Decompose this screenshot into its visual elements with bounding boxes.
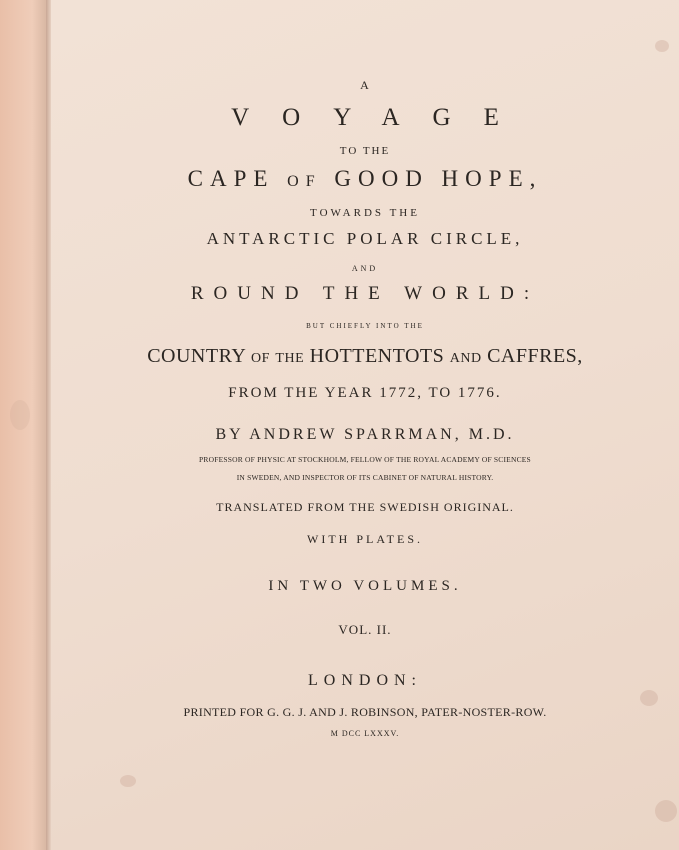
title-voyage: VOYAGE (231, 104, 532, 131)
volume-count: IN TWO VOLUMES. (268, 578, 462, 594)
imprint-year: M DCC LXXXV. (330, 729, 400, 738)
volume-number: VOL. II. (338, 622, 392, 637)
title-antarctic: ANTARCTIC POLAR CIRCLE, (206, 229, 524, 248)
foxing-spot (10, 400, 30, 430)
title-but-chiefly: BUT CHIEFLY INTO THE (306, 322, 424, 330)
author-title-2: IN SWEDEN, AND INSPECTOR OF ITS CABINET OF NATURAL HISTORY. (236, 473, 494, 482)
title-cape: CAPE of GOOD HOPE, (187, 166, 543, 191)
translated-note: TRANSLATED FROM THE SWEDISH ORIGINAL. (216, 500, 514, 514)
title-from-year: FROM THE YEAR 1772, TO 1776. (228, 385, 502, 401)
foxing-spot (640, 690, 658, 706)
title-to-the: TO THE (339, 145, 391, 157)
imprint-city: LONDON: (308, 672, 422, 689)
foxing-spot (655, 40, 669, 52)
author-name: BY ANDREW SPARRMAN, M.D. (215, 426, 515, 443)
title-a: A (360, 78, 370, 92)
title-towards: TOWARDS THE (310, 207, 420, 219)
with-plates: WITH PLATES. (307, 532, 423, 546)
title-round: ROUND THE WORLD: (190, 283, 540, 304)
author-title-1: PROFESSOR OF PHYSIC AT STOCKHOLM, FELLOW OF THE ROYAL ACADEMY OF SCIENCES (199, 455, 531, 464)
foxing-spot (655, 800, 677, 822)
title-and: AND (351, 264, 379, 273)
title-country: COUNTRY of the HOTTENTOTS and CAFFRES, (147, 345, 583, 367)
imprint-printer: PRINTED FOR G. G. J. AND J. ROBINSON, PATER-NOSTER-ROW. (183, 705, 547, 719)
foxing-spot (120, 775, 136, 787)
